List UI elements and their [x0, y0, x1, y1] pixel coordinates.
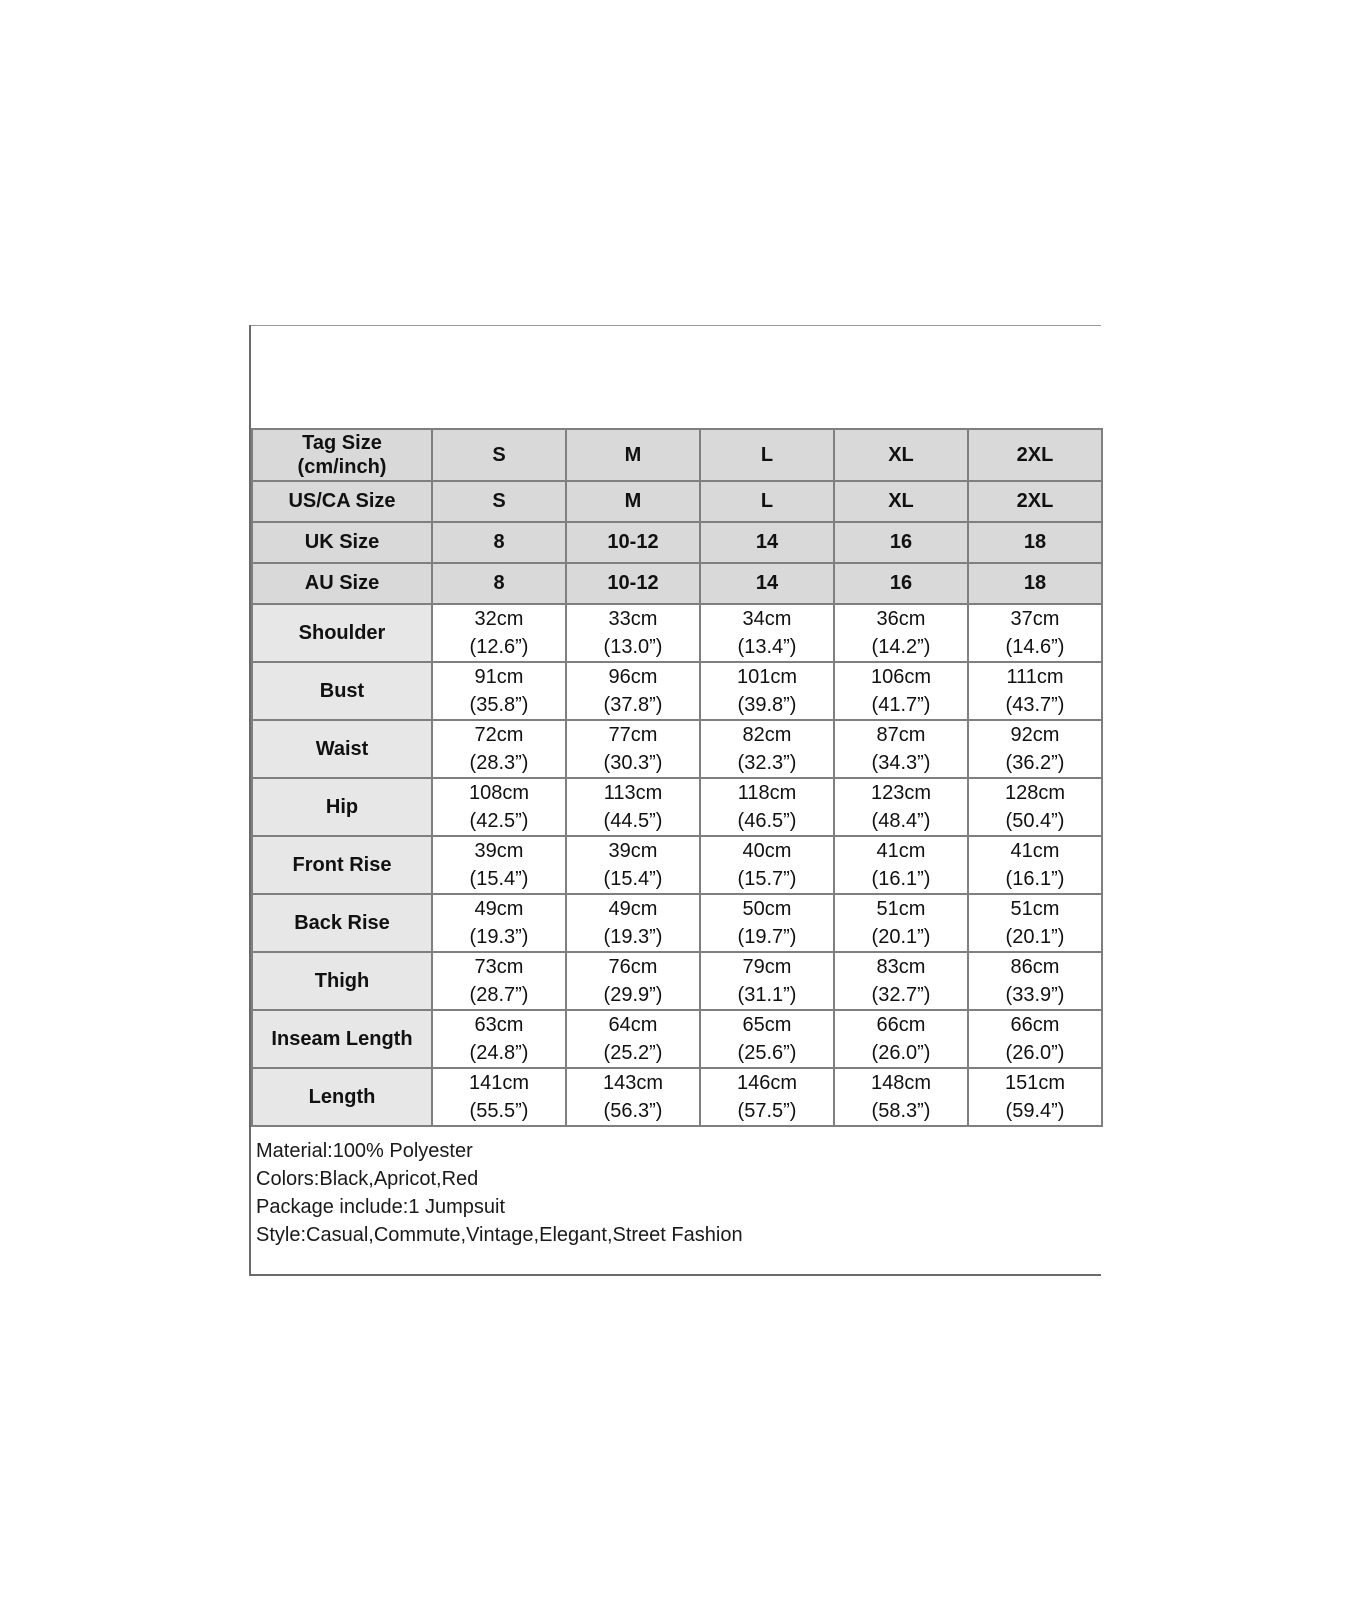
measurement-inch: (15.4”) — [469, 868, 529, 890]
measurement-cell — [834, 662, 968, 720]
material-text: Material:100% Polyester — [256, 1140, 473, 1162]
measurement-cell — [566, 1068, 700, 1126]
measurement-cm: 91cm — [474, 666, 524, 688]
measurement-label: Front Rise — [252, 836, 432, 894]
measurement-cell — [834, 952, 968, 1010]
size-conversion-label: UK Size — [252, 522, 432, 563]
measurement-cm: 39cm — [608, 840, 658, 862]
measurement-cm: 36cm — [876, 608, 926, 630]
tag-size-m: M — [566, 429, 700, 481]
product-info — [256, 1137, 743, 1249]
measurement-cell — [700, 1010, 834, 1068]
bottom-divider — [251, 1274, 1101, 1276]
measurement-inch: (19.7”) — [737, 926, 797, 948]
measurement-cm: 50cm — [742, 898, 792, 920]
measurement-inch: (35.8”) — [469, 694, 529, 716]
measurement-inch: (42.5”) — [469, 810, 529, 832]
measurement-cm: 83cm — [876, 956, 926, 978]
measurement-cell — [700, 720, 834, 778]
measurement-label: Inseam Length — [252, 1010, 432, 1068]
measurement-cm: 111cm — [1006, 666, 1064, 688]
measurement-inch: (19.3”) — [603, 926, 663, 948]
measurement-inch: (30.3”) — [603, 752, 663, 774]
measurement-cell — [834, 604, 968, 662]
measurement-cm: 96cm — [608, 666, 658, 688]
measurement-inch: (32.7”) — [871, 984, 931, 1006]
style-text: Style:Casual,Commute,Vintage,Elegant,Street Fashion — [256, 1224, 743, 1246]
size-conversion-value: 14 — [700, 563, 834, 604]
measurement-inch: (13.0”) — [603, 636, 663, 658]
measurement-cell — [968, 1010, 1102, 1068]
measurement-inch: (43.7”) — [1005, 694, 1065, 716]
measurement-inch: (20.1”) — [871, 926, 931, 948]
measurement-cm: 141cm — [468, 1072, 530, 1094]
tag-size-s: S — [432, 429, 566, 481]
size-conversion-value: XL — [834, 481, 968, 522]
measurement-cm: 151cm — [1004, 1072, 1066, 1094]
measurement-inch: (26.0”) — [871, 1042, 931, 1064]
measurement-row — [252, 894, 1102, 952]
measurement-cell — [834, 1010, 968, 1068]
measurement-cell — [566, 720, 700, 778]
size-conversion-value: 14 — [700, 522, 834, 563]
size-conversion-value: 10-12 — [566, 522, 700, 563]
measurement-cm: 65cm — [742, 1014, 792, 1036]
measurement-cell — [968, 604, 1102, 662]
size-conversion-row — [252, 522, 1102, 563]
measurement-cm: 49cm — [474, 898, 524, 920]
measurement-cm: 128cm — [1004, 782, 1066, 804]
size-conversion-value: 16 — [834, 563, 968, 604]
measurement-cell — [834, 894, 968, 952]
size-conversion-value: 10-12 — [566, 563, 700, 604]
measurement-cell — [432, 1068, 566, 1126]
measurement-cm: 41cm — [1010, 840, 1060, 862]
measurement-inch: (59.4”) — [1005, 1100, 1065, 1122]
measurement-cm: 118cm — [737, 782, 797, 804]
measurement-cm: 108cm — [468, 782, 530, 804]
measurement-cell — [432, 952, 566, 1010]
measurement-cell — [968, 894, 1102, 952]
measurement-cm: 101cm — [736, 666, 798, 688]
measurement-cm: 37cm — [1010, 608, 1060, 630]
measurement-inch: (41.7”) — [871, 694, 931, 716]
measurement-cell — [700, 662, 834, 720]
measurement-inch: (34.3”) — [871, 752, 931, 774]
measurement-cell — [968, 1068, 1102, 1126]
size-conversion-value: 16 — [834, 522, 968, 563]
measurement-cm: 86cm — [1010, 956, 1060, 978]
measurement-inch: (24.8”) — [469, 1042, 529, 1064]
size-conversion-value: 18 — [968, 522, 1102, 563]
measurement-cm: 32cm — [474, 608, 524, 630]
measurement-cm: 49cm — [608, 898, 658, 920]
measurement-cm: 34cm — [742, 608, 792, 630]
measurement-cm: 72cm — [474, 724, 524, 746]
tag-size-label-line2: (cm/inch) — [297, 456, 387, 478]
measurement-row — [252, 1068, 1102, 1126]
measurement-cell — [566, 836, 700, 894]
measurement-inch: (48.4”) — [871, 810, 931, 832]
measurement-inch: (19.3”) — [469, 926, 529, 948]
measurement-row — [252, 1010, 1102, 1068]
measurement-inch: (14.6”) — [1005, 636, 1065, 658]
tag-size-xl: XL — [834, 429, 968, 481]
measurement-row — [252, 720, 1102, 778]
measurement-cell — [432, 720, 566, 778]
size-chart-body — [252, 429, 1102, 1126]
measurement-inch: (33.9”) — [1005, 984, 1065, 1006]
measurement-inch: (16.1”) — [871, 868, 931, 890]
measurement-cm: 41cm — [876, 840, 926, 862]
size-conversion-label: AU Size — [252, 563, 432, 604]
tag-size-l: L — [700, 429, 834, 481]
measurement-cell — [700, 836, 834, 894]
measurement-inch: (31.1”) — [737, 984, 797, 1006]
measurement-inch: (44.5”) — [603, 810, 663, 832]
size-conversion-value: 8 — [432, 563, 566, 604]
measurement-label: Waist — [252, 720, 432, 778]
measurement-cm: 82cm — [742, 724, 792, 746]
measurement-cm: 87cm — [876, 724, 926, 746]
measurement-cm: 73cm — [474, 956, 524, 978]
measurement-cm: 66cm — [876, 1014, 926, 1036]
measurement-label: Length — [252, 1068, 432, 1126]
measurement-row — [252, 836, 1102, 894]
measurement-row — [252, 778, 1102, 836]
measurement-inch: (39.8”) — [737, 694, 797, 716]
measurement-inch: (25.6”) — [737, 1042, 797, 1064]
measurement-inch: (15.4”) — [603, 868, 663, 890]
measurement-inch: (57.5”) — [737, 1100, 797, 1122]
size-chart-sheet — [249, 325, 1099, 1276]
measurement-cm: 113cm — [603, 782, 663, 804]
package-text: Package include:1 Jumpsuit — [256, 1196, 506, 1218]
measurement-cm: 123cm — [870, 782, 932, 804]
measurement-inch: (55.5”) — [469, 1100, 529, 1122]
measurement-cell — [566, 604, 700, 662]
measurement-cell — [834, 836, 968, 894]
measurement-cell — [968, 778, 1102, 836]
measurement-cell — [432, 1010, 566, 1068]
measurement-inch: (26.0”) — [1005, 1042, 1065, 1064]
measurement-cm: 51cm — [876, 898, 926, 920]
measurement-inch: (20.1”) — [1005, 926, 1065, 948]
measurement-cm: 146cm — [736, 1072, 798, 1094]
measurement-cell — [566, 778, 700, 836]
measurement-cell — [968, 836, 1102, 894]
measurement-inch: (28.7”) — [469, 984, 529, 1006]
size-conversion-value: L — [700, 481, 834, 522]
size-conversion-row — [252, 563, 1102, 604]
measurement-cell — [566, 662, 700, 720]
measurement-cm: 33cm — [608, 608, 658, 630]
measurement-inch: (28.3”) — [469, 752, 529, 774]
size-conversion-value: 18 — [968, 563, 1102, 604]
measurement-cell — [432, 604, 566, 662]
tag-size-row — [252, 429, 1102, 481]
measurement-cell — [834, 720, 968, 778]
size-conversion-value: S — [432, 481, 566, 522]
size-conversion-label: US/CA Size — [252, 481, 432, 522]
tag-size-2xl: 2XL — [968, 429, 1102, 481]
measurement-cm: 77cm — [608, 724, 658, 746]
measurement-cell — [566, 1010, 700, 1068]
size-conversion-value: 8 — [432, 522, 566, 563]
measurement-label: Shoulder — [252, 604, 432, 662]
measurement-cm: 40cm — [742, 840, 792, 862]
measurement-inch: (13.4”) — [737, 636, 797, 658]
measurement-cell — [700, 1068, 834, 1126]
measurement-inch: (15.7”) — [737, 868, 797, 890]
measurement-cm: 39cm — [474, 840, 524, 862]
measurement-cm: 143cm — [602, 1072, 664, 1094]
measurement-row — [252, 952, 1102, 1010]
measurement-cm: 106cm — [870, 666, 932, 688]
measurement-cell — [834, 778, 968, 836]
measurement-cell — [968, 720, 1102, 778]
size-conversion-value: M — [566, 481, 700, 522]
measurement-label: Hip — [252, 778, 432, 836]
tag-size-label-line1: Tag Size — [302, 432, 382, 454]
measurement-cell — [432, 778, 566, 836]
measurement-inch: (29.9”) — [603, 984, 663, 1006]
measurement-cell — [968, 952, 1102, 1010]
colors-text: Colors:Black,Apricot,Red — [256, 1168, 479, 1190]
measurement-inch: (25.2”) — [603, 1042, 663, 1064]
measurement-cell — [432, 662, 566, 720]
measurement-label: Bust — [252, 662, 432, 720]
measurement-cm: 92cm — [1010, 724, 1060, 746]
measurement-cm: 148cm — [870, 1072, 932, 1094]
measurement-cm: 79cm — [742, 956, 792, 978]
measurement-inch: (16.1”) — [1005, 868, 1065, 890]
measurement-cell — [968, 662, 1102, 720]
measurement-inch: (12.6”) — [469, 636, 529, 658]
measurement-row — [252, 604, 1102, 662]
size-chart-table — [251, 428, 1103, 1127]
top-divider — [251, 325, 1101, 326]
measurement-inch: (46.5”) — [737, 810, 797, 832]
measurement-inch: (56.3”) — [603, 1100, 663, 1122]
measurement-cell — [700, 894, 834, 952]
measurement-cell — [566, 952, 700, 1010]
measurement-label: Thigh — [252, 952, 432, 1010]
measurement-cm: 64cm — [608, 1014, 658, 1036]
measurement-cm: 66cm — [1010, 1014, 1060, 1036]
measurement-cell — [700, 778, 834, 836]
tag-size-label — [252, 429, 432, 481]
measurement-cell — [566, 894, 700, 952]
size-conversion-value: 2XL — [968, 481, 1102, 522]
measurement-cell — [700, 604, 834, 662]
measurement-cell — [700, 952, 834, 1010]
measurement-inch: (14.2”) — [871, 636, 931, 658]
measurement-label: Back Rise — [252, 894, 432, 952]
measurement-inch: (36.2”) — [1005, 752, 1065, 774]
measurement-cm: 76cm — [608, 956, 658, 978]
measurement-inch: (37.8”) — [603, 694, 663, 716]
size-conversion-row — [252, 481, 1102, 522]
measurement-row — [252, 662, 1102, 720]
measurement-cell — [432, 894, 566, 952]
measurement-inch: (50.4”) — [1005, 810, 1065, 832]
measurement-inch: (58.3”) — [871, 1100, 931, 1122]
measurement-cm: 51cm — [1010, 898, 1060, 920]
measurement-cm: 63cm — [474, 1014, 524, 1036]
measurement-cell — [834, 1068, 968, 1126]
measurement-cell — [432, 836, 566, 894]
measurement-inch: (32.3”) — [737, 752, 797, 774]
